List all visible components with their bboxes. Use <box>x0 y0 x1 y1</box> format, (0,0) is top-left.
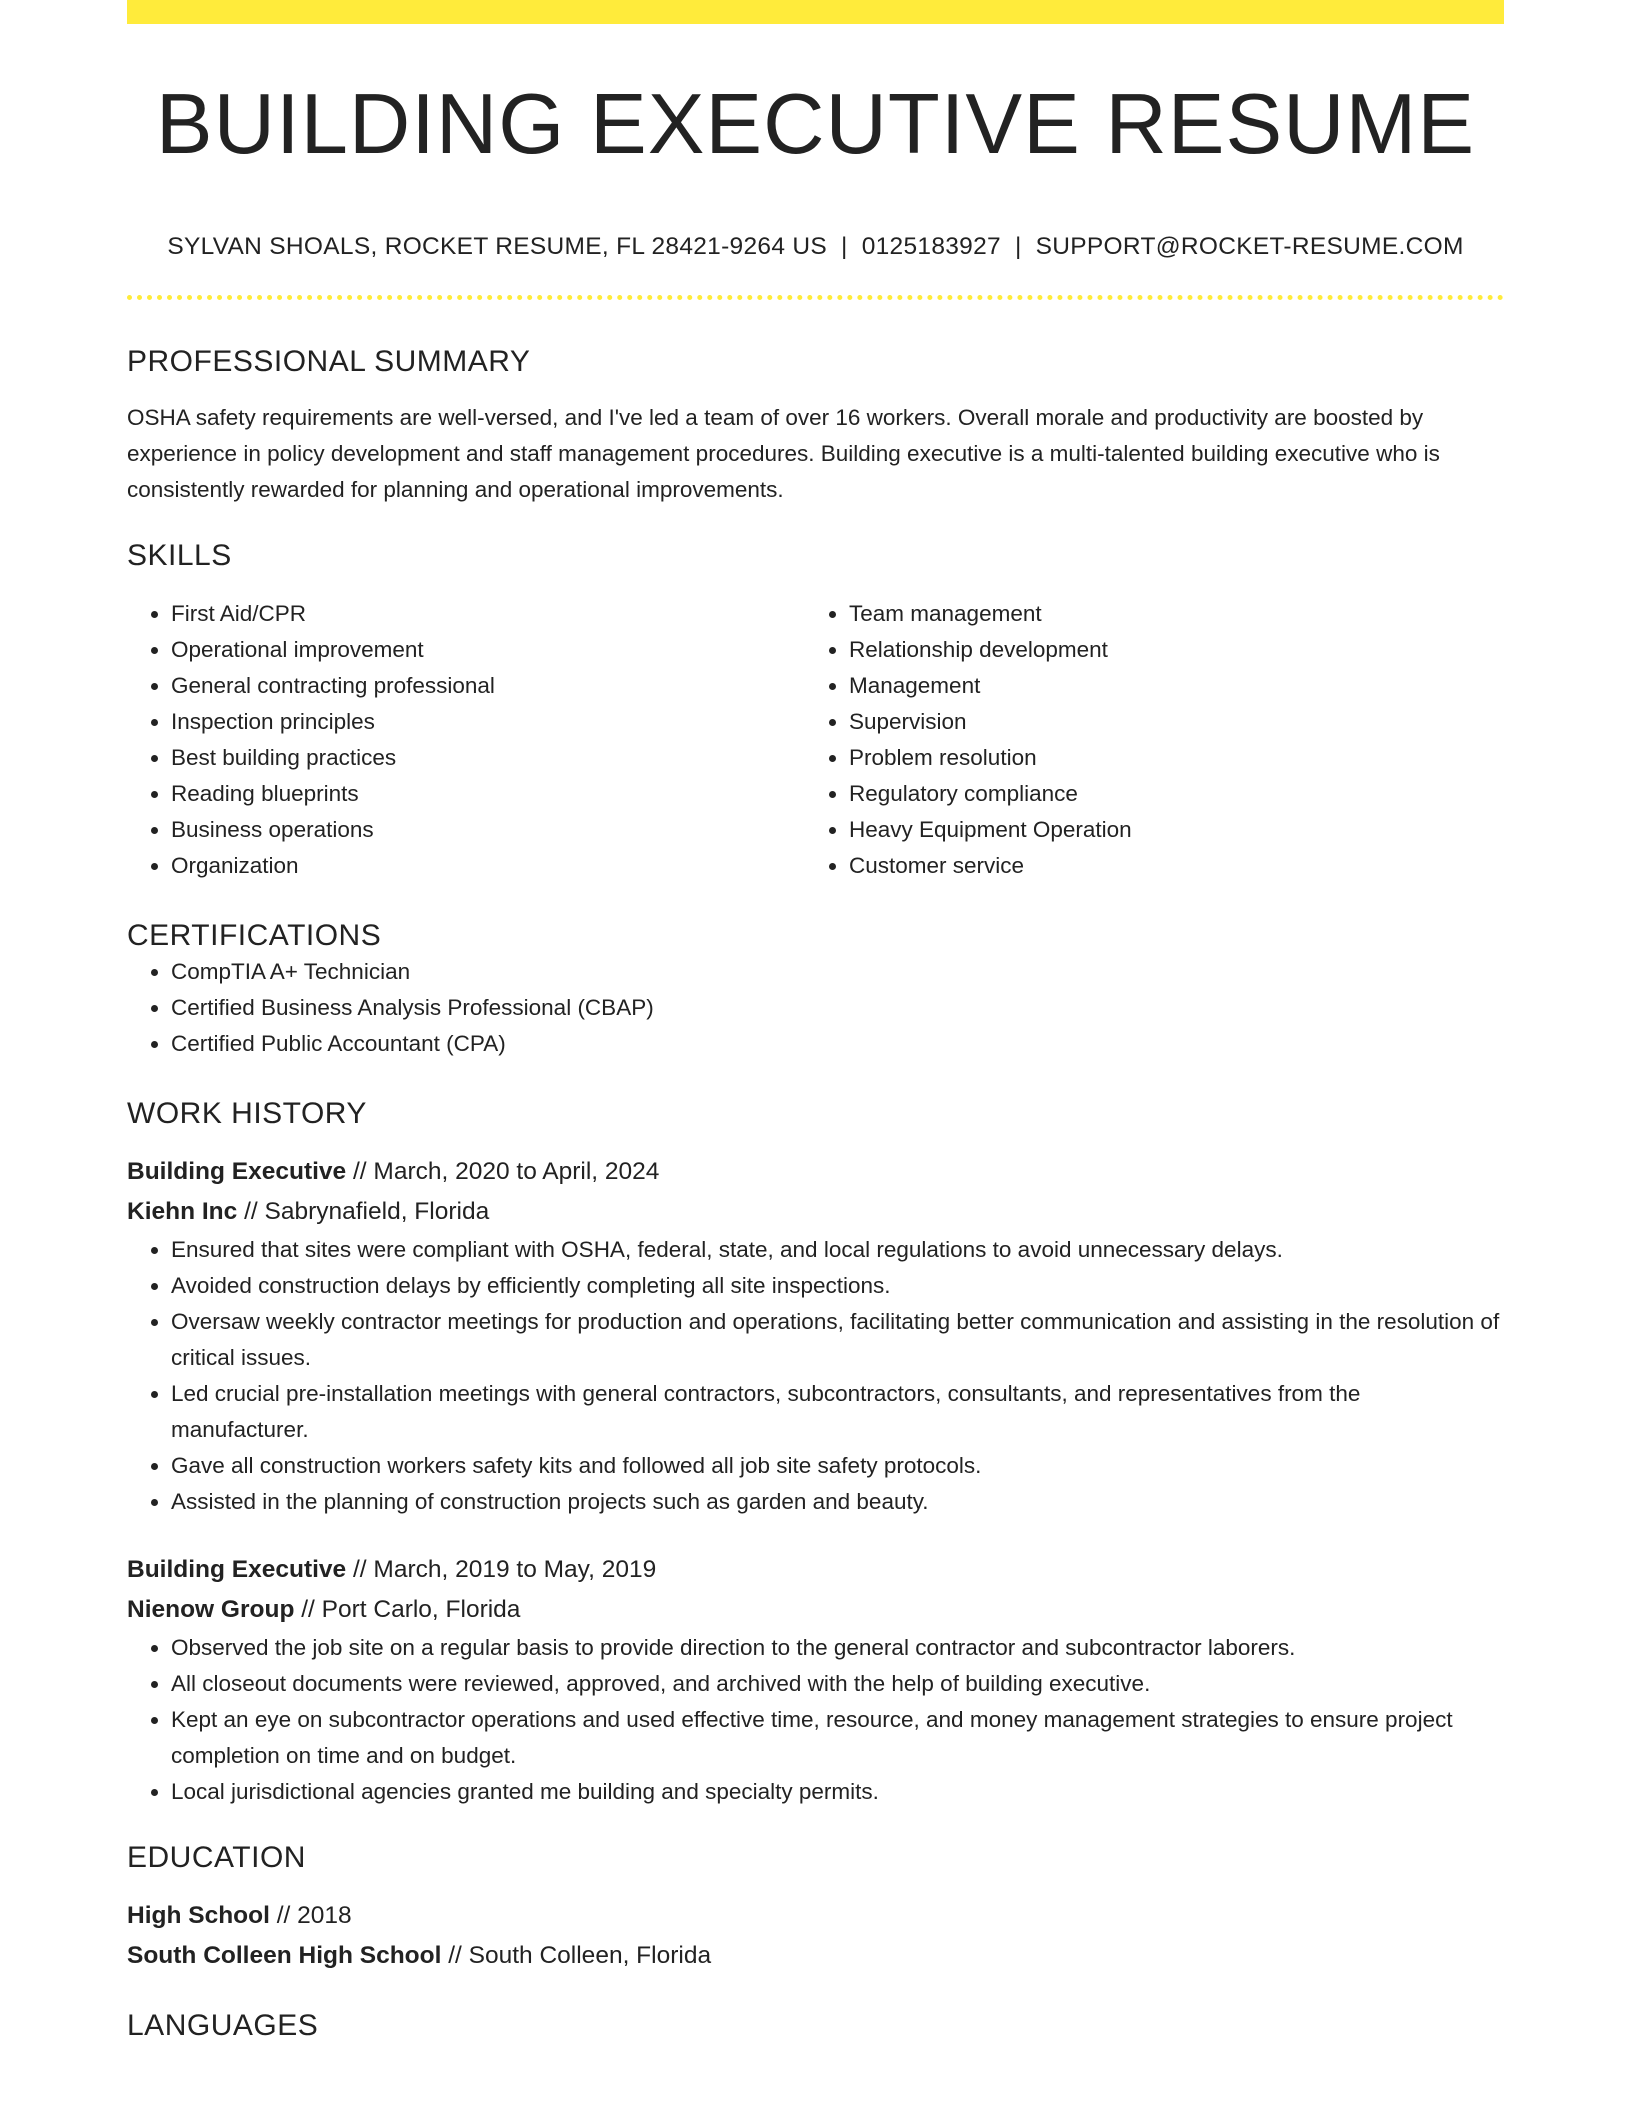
certification-item: • Certified Public Accountant (CPA) <box>171 1026 1504 1062</box>
education-entry <box>127 1896 1504 1976</box>
job-dates: // March, 2019 to May, 2019 <box>346 1556 657 1583</box>
contact-phone: 0125183927 <box>861 233 1001 260</box>
skill-item: • First Aid/CPR <box>171 596 805 632</box>
top-accent-bar <box>127 0 1504 24</box>
education-school-line <box>127 1936 1504 1976</box>
certification-item: • Certified Business Analysis Professional (CBAP) <box>171 990 1504 1026</box>
job-entry <box>127 1152 1504 1520</box>
job-bullet: • Local jurisdictional agencies granted me building and specialty permits. <box>171 1774 1504 1810</box>
skill-item: • Business operations <box>171 812 805 848</box>
skill-item: • Inspection principles <box>171 704 805 740</box>
education-degree-line <box>127 1896 1504 1936</box>
skill-item: • Operational improvement <box>171 632 805 668</box>
skills-column-right <box>805 596 1483 884</box>
summary-text: OSHA safety requirements are well-versed, and I've led a team of over 16 workers. Overall morale and productivity are boosted by experience in policy development and staff management procedures. Building executive is a multi-talented building executive who is consistently rewarded for planning and operational improvements. <box>127 405 1440 502</box>
dotted-divider <box>127 295 1504 300</box>
job-bullet-list <box>127 1630 1504 1810</box>
job-bullet: • Oversaw weekly contractor meetings for production and operations, facilitating better communication and assisting in the resolution of critical issues. <box>171 1304 1504 1376</box>
skill-item: • Problem resolution <box>849 740 1483 776</box>
job-bullet: • Ensured that sites were compliant with OSHA, federal, state, and local regulations to avoid unnecessary delays. <box>171 1232 1504 1268</box>
job-bullet: • Gave all construction workers safety kits and followed all job site safety protocols. <box>171 1448 1504 1484</box>
skills-grid <box>127 596 1504 884</box>
certification-item: • CompTIA A+ Technician <box>171 954 1504 990</box>
contact-separator: | <box>841 233 848 260</box>
resume-title: BUILDING EXECUTIVE RESUME <box>155 77 1476 172</box>
contact-email: SUPPORT@ROCKET-RESUME.COM <box>1035 233 1464 260</box>
job-entry <box>127 1550 1504 1810</box>
job-bullet: • Observed the job site on a regular basis to provide direction to the general contractor and subcontractor laborers. <box>171 1630 1504 1666</box>
job-bullet: • Assisted in the planning of construction projects such as garden and beauty. <box>171 1484 1504 1520</box>
job-location: // Sabrynafield, Florida <box>237 1198 490 1225</box>
job-dates: // March, 2020 to April, 2024 <box>346 1158 660 1185</box>
skill-item: • Team management <box>849 596 1483 632</box>
skill-item: • Best building practices <box>171 740 805 776</box>
skill-item: • General contracting professional <box>171 668 805 704</box>
certifications-list <box>127 954 1504 1062</box>
work-history-heading: WORK HISTORY <box>127 1097 367 1130</box>
skills-heading: SKILLS <box>127 539 232 572</box>
job-bullet: • Avoided construction delays by efficiently completing all site inspections. <box>171 1268 1504 1304</box>
contact-line <box>127 233 1504 261</box>
languages-heading: LANGUAGES <box>127 2009 319 2042</box>
contact-separator: | <box>1014 233 1022 260</box>
skill-item: • Customer service <box>849 848 1483 884</box>
education-year: // 2018 <box>269 1902 352 1929</box>
skill-item: • Management <box>849 668 1483 704</box>
job-location: // Port Carlo, Florida <box>294 1596 521 1623</box>
certifications-heading: CERTIFICATIONS <box>127 919 382 952</box>
skills-column-left <box>127 596 805 884</box>
skill-item: • Reading blueprints <box>171 776 805 812</box>
education-degree: High School <box>127 1902 270 1929</box>
job-bullet-list <box>127 1232 1504 1520</box>
job-company-line <box>127 1590 1504 1630</box>
job-bullet: • Kept an eye on subcontractor operations and used effective time, resource, and money management strategies to ensure project completion on time and on budget. <box>171 1702 1504 1774</box>
skill-item: • Supervision <box>849 704 1483 740</box>
education-heading: EDUCATION <box>127 1841 306 1874</box>
job-bullet: • All closeout documents were reviewed, approved, and archived with the help of building executive. <box>171 1666 1504 1702</box>
job-company-line <box>127 1192 1504 1232</box>
resume-page <box>127 0 1504 2044</box>
skill-item: • Organization <box>171 848 805 884</box>
job-company: Kiehn Inc <box>127 1198 238 1225</box>
skill-item: • Heavy Equipment Operation <box>849 812 1483 848</box>
contact-address: SYLVAN SHOALS, ROCKET RESUME, FL 28421-9264 US <box>167 233 828 260</box>
job-role: Building Executive <box>127 1556 347 1583</box>
skill-item: • Relationship development <box>849 632 1483 668</box>
job-role: Building Executive <box>127 1158 347 1185</box>
job-title-line <box>127 1550 1504 1590</box>
summary-heading: PROFESSIONAL SUMMARY <box>127 345 531 378</box>
education-school: South Colleen High School <box>127 1942 442 1969</box>
job-company: Nienow Group <box>127 1596 295 1623</box>
skill-item: • Regulatory compliance <box>849 776 1483 812</box>
education-location: // South Colleen, Florida <box>441 1942 712 1969</box>
job-title-line <box>127 1152 1504 1192</box>
job-bullet: • Led crucial pre-installation meetings with general contractors, subcontractors, consultants, and representatives from the manufacturer. <box>171 1376 1504 1448</box>
